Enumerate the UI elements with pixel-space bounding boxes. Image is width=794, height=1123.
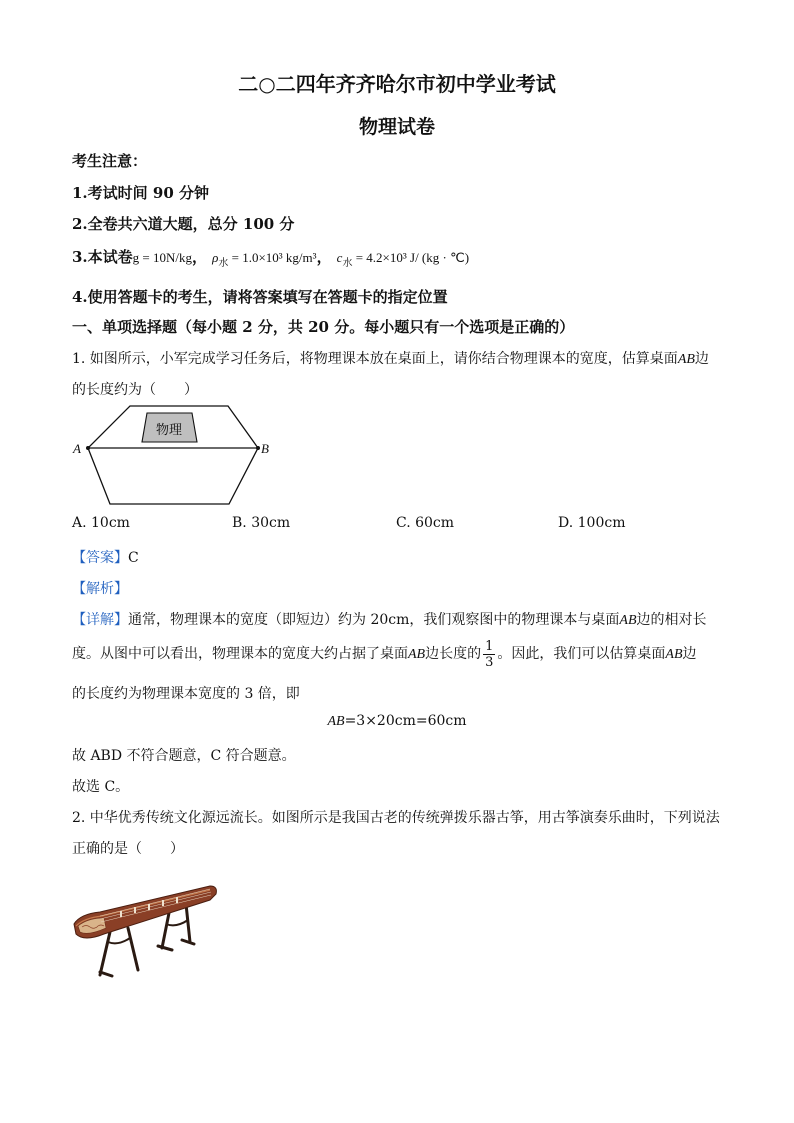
note-2: 2.全卷共六道大题，总分 100 分 — [72, 215, 295, 233]
section-heading: 一、单项选择题（每小题 2 分，共 20 分。每小题只有一个选项是正确的） — [72, 318, 575, 336]
fraction-one-third — [483, 639, 495, 670]
q1-answer — [72, 547, 139, 567]
fraction-numerator: 1 — [485, 638, 494, 654]
q1-stem-text: 1. 如图所示，小军完成学习任务后，将物理课本放在桌面上，请你结合物理课本的宽度，估算桌面 — [72, 351, 678, 367]
q2-stem-line2: 正确的是（ ） — [72, 841, 184, 857]
detail-text-end: 边的相对长 — [636, 612, 707, 628]
detail-text: 通常，物理课本的宽度（即短边）约为 20cm，我们观察图中的物理课本与桌面 — [128, 612, 620, 628]
notes-heading: 考生注意： — [72, 152, 148, 170]
conclusion-2: 故选 C。 — [72, 779, 130, 795]
note-3-gravity: g = 10N/kg — [132, 250, 193, 265]
note-3-sep: ， — [316, 248, 332, 266]
note-3-label: 3.本试卷 — [72, 248, 133, 266]
detail-tag: 【详解】 — [72, 612, 128, 628]
note-3-rho-sub: 水 — [218, 258, 229, 270]
point-a — [86, 446, 90, 450]
detail-line2 — [72, 636, 697, 673]
desk-figure — [70, 402, 280, 510]
answer-tag: 【答案】 — [72, 550, 128, 566]
note-3 — [72, 246, 469, 269]
q1-option-a: A. 10cm — [72, 515, 130, 531]
detail-text: 度。从图中可以看出，物理课本的宽度大约占据了桌面 — [72, 646, 408, 662]
point-b — [256, 446, 260, 450]
note-3-c-sub: 水 — [342, 258, 353, 270]
note-3-sep: ， — [192, 248, 208, 266]
fraction-denominator: 3 — [485, 654, 494, 670]
q1-option-d: D. 100cm — [558, 515, 626, 531]
note-3-c: c — [336, 250, 343, 265]
detail-line1 — [72, 609, 707, 629]
detail-text-end: 边 — [682, 646, 697, 662]
note-3-density: = 1.0×10³ kg/m³ — [228, 250, 317, 265]
exam-subtitle: 物理试卷 — [358, 116, 435, 138]
guzheng-image — [70, 880, 220, 985]
answer-value: C — [128, 550, 139, 566]
q1-option-b: B. 30cm — [232, 515, 291, 531]
q1-option-c: C. 60cm — [396, 515, 455, 531]
q1-stem-line2: 的长度约为（ ） — [72, 382, 198, 398]
q1-stem-text-end: 边 — [694, 351, 709, 367]
analysis-tag: 【解析】 — [72, 581, 128, 597]
note-4: 4.使用答题卡的考生，请将答案填写在答题卡的指定位置 — [72, 288, 448, 306]
conclusion-1: 故 ABD 不符合题意，C 符合题意。 — [72, 748, 296, 764]
detail-ab: AB — [619, 613, 637, 628]
detail-formula — [0, 713, 794, 730]
leg — [100, 932, 110, 975]
detail-text: 。因此，我们可以估算桌面 — [497, 646, 666, 662]
label-b: B — [261, 441, 269, 456]
q2-stem-line1: 2. 中华优秀传统文化源远流长。如图所示是我国古老的传统弹拨乐器古筝，用古筝演奏乐曲时，下列说法 — [72, 810, 720, 826]
detail-ab: AB — [408, 647, 426, 662]
q1-stem-line1 — [72, 348, 709, 368]
note-3-specific-heat: = 4.2×10³ J/ (kg · ℃) — [352, 250, 470, 265]
leg — [128, 928, 138, 970]
formula-rest: =3×20cm=60cm — [344, 713, 467, 729]
formula-ab: AB — [327, 714, 345, 729]
q1-stem-ab: AB — [677, 352, 695, 367]
textbook-label: 物理 — [155, 423, 183, 438]
label-a: A — [73, 441, 81, 456]
note-3-rho: ρ — [212, 250, 219, 265]
note-1: 1.考试时间 90 分钟 — [72, 184, 209, 202]
exam-title: 二○二四年齐齐哈尔市初中学业考试 — [238, 72, 556, 96]
detail-line3: 的长度约为物理课本宽度的 3 倍，即 — [72, 686, 300, 702]
detail-ab: AB — [665, 647, 683, 662]
detail-text: 边长度的 — [425, 646, 482, 662]
